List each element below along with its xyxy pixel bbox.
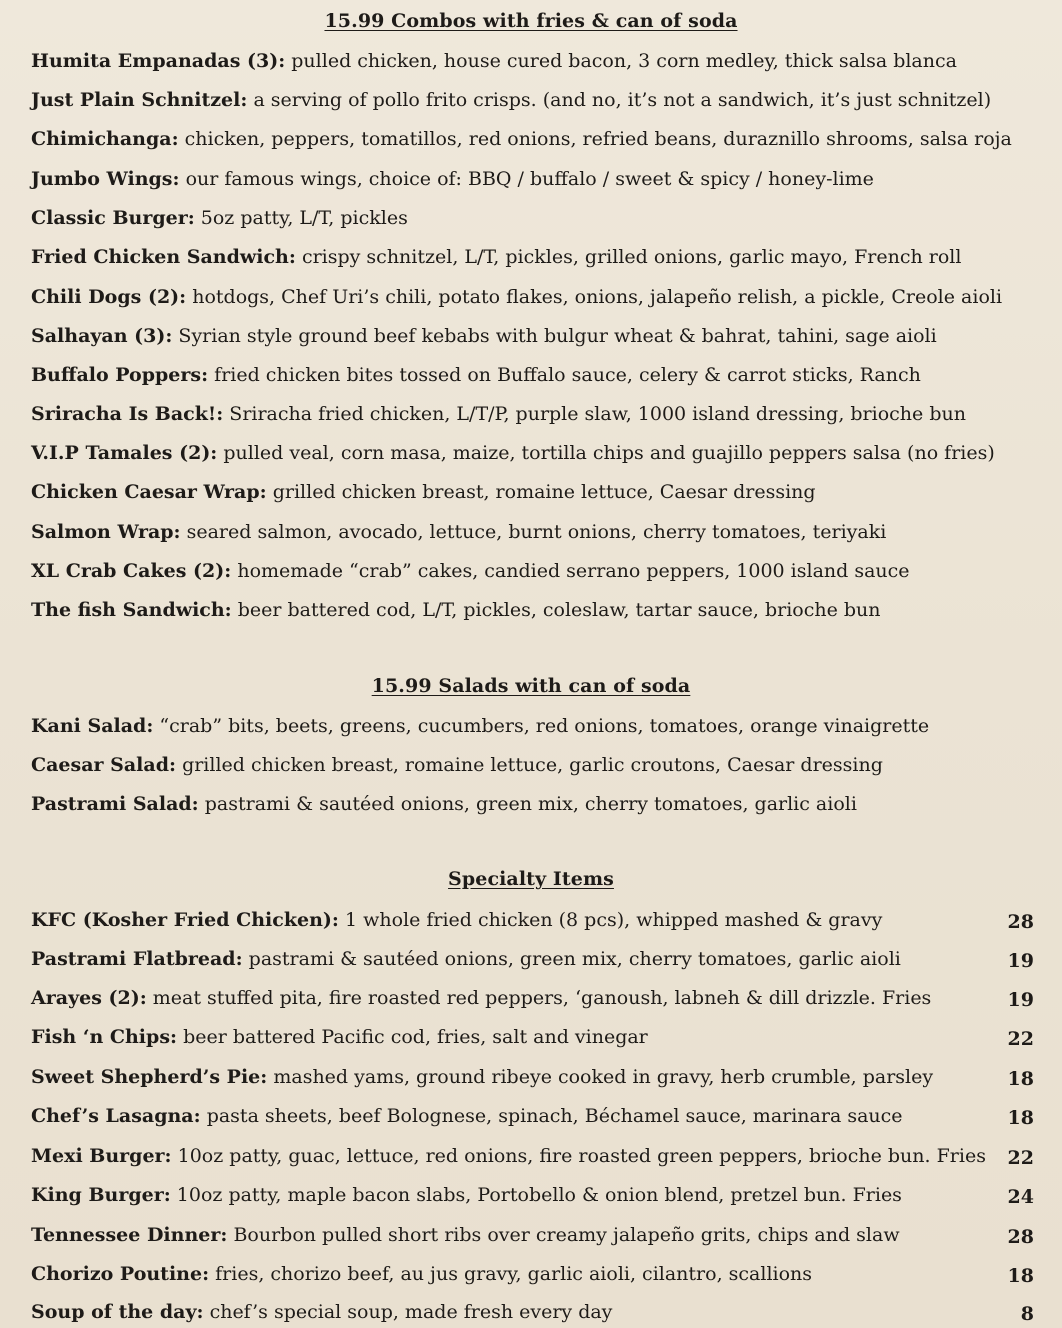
item-description: beer battered Pacific cod, fries, salt and vinegar — [183, 1026, 648, 1048]
item-name: KFC (Kosher Fried Chicken): — [31, 909, 339, 931]
item-description: Sriracha fried chicken, L/T/P, purple slaw, 1000 island dressing, brioche bun — [229, 403, 966, 425]
item-description: homemade “crab” cakes, candied serrano peppers, 1000 island sauce — [237, 560, 910, 582]
menu-item — [31, 362, 1051, 388]
item-description: pastrami & sautéed onions, green mix, cherry tomatoes, garlic aioli — [204, 793, 857, 815]
item-name: Fish ‘n Chips: — [31, 1026, 178, 1048]
item-name: Fried Chicken Sandwich: — [31, 246, 296, 268]
item-name: Jumbo Wings: — [31, 168, 180, 190]
item-name: Buffalo Poppers: — [31, 364, 209, 386]
item-name: Just Plain Schnitzel: — [31, 89, 248, 111]
item-price: 18 — [1007, 1265, 1034, 1287]
item-name: The fish Sandwich: — [31, 599, 232, 621]
item-description: “crab” bits, beets, greens, cucumbers, red onions, tomatoes, orange vinaigrette — [159, 715, 930, 737]
item-description: seared salmon, avocado, lettuce, burnt onions, cherry tomatoes, teriyaki — [186, 521, 887, 543]
item-name: Chimichanga: — [31, 128, 179, 150]
menu-item — [31, 791, 1051, 817]
item-description: pasta sheets, beef Bolognese, spinach, Béchamel sauce, marinara sauce — [206, 1105, 903, 1127]
salads-section-title: 15.99 Salads with can of soda — [371, 675, 691, 697]
item-name: Pastrami Flatbread: — [31, 948, 243, 970]
menu-item — [31, 479, 1051, 505]
menu-item — [31, 1182, 1051, 1208]
item-price: 24 — [1007, 1186, 1034, 1208]
item-name: Pastrami Salad: — [31, 793, 199, 815]
item-description: grilled chicken breast, romaine lettuce, Caesar dressing — [272, 481, 816, 503]
item-description: 10oz patty, guac, lettuce, red onions, fire roasted green peppers, brioche bun. Fries — [177, 1145, 986, 1167]
menu-item — [31, 284, 1051, 310]
item-name: Salmon Wrap: — [31, 521, 181, 543]
menu-item — [31, 87, 1051, 113]
item-description: Syrian style ground beef kebabs with bulgur wheat & bahrat, tahini, sage aioli — [178, 325, 937, 347]
menu-item — [31, 985, 1051, 1011]
item-description: crispy schnitzel, L/T, pickles, grilled onions, garlic mayo, French roll — [301, 246, 962, 268]
item-price: 22 — [1007, 1147, 1034, 1169]
menu-item — [31, 48, 1051, 74]
menu-item — [31, 205, 1051, 231]
item-description: grilled chicken breast, romaine lettuce, garlic croutons, Caesar dressing — [182, 754, 883, 776]
menu-item — [31, 323, 1051, 349]
item-description: 1 whole fried chicken (8 pcs), whipped mashed & gravy — [344, 909, 883, 931]
item-description: hotdogs, Chef Uri’s chili, potato flakes, onions, jalapeño relish, a pickle, Creole aioli — [192, 286, 1003, 308]
item-description: 5oz patty, L/T, pickles — [200, 207, 408, 229]
item-description: meat stuffed pita, fire roasted red peppers, ‘ganoush, labneh & dill drizzle. Fries — [152, 987, 932, 1009]
menu-item — [31, 558, 1051, 584]
item-name: Classic Burger: — [31, 207, 195, 229]
item-price: 28 — [1007, 911, 1034, 933]
menu-item — [31, 1299, 1051, 1325]
item-name: Salhayan (3): — [31, 325, 173, 347]
menu-item — [31, 1064, 1051, 1090]
item-name: Arayes (2): — [31, 987, 147, 1009]
menu-item — [31, 126, 1051, 152]
item-description: fried chicken bites tossed on Buffalo sauce, celery & carrot sticks, Ranch — [214, 364, 921, 386]
menu-item — [31, 946, 1051, 972]
item-name: Sweet Shepherd’s Pie: — [31, 1066, 268, 1088]
menu-item — [31, 713, 1051, 739]
item-name: Chorizo Poutine: — [31, 1263, 210, 1285]
menu-item — [31, 166, 1051, 192]
item-name: Chili Dogs (2): — [31, 286, 187, 308]
item-description: pulled veal, corn masa, maize, tortilla chips and guajillo peppers salsa (no fries) — [223, 442, 995, 464]
item-description: fries, chorizo beef, au jus gravy, garlic aioli, cilantro, scallions — [215, 1263, 813, 1285]
item-name: King Burger: — [31, 1184, 171, 1206]
item-price: 18 — [1007, 1107, 1034, 1129]
item-name: Sriracha Is Back!: — [31, 403, 224, 425]
item-name: Tennessee Dinner: — [31, 1224, 228, 1246]
item-name: V.I.P Tamales (2): — [31, 442, 218, 464]
item-price: 22 — [1007, 1028, 1034, 1050]
item-name: Soup of the day: — [31, 1301, 204, 1323]
item-name: Kani Salad: — [31, 715, 154, 737]
item-description: pulled chicken, house cured bacon, 3 corn medley, thick salsa blanca — [291, 50, 957, 72]
menu-item — [31, 440, 1051, 466]
item-description: beer battered cod, L/T, pickles, coleslaw, tartar sauce, brioche bun — [237, 599, 881, 621]
menu-item — [31, 1222, 1051, 1248]
item-description: mashed yams, ground ribeye cooked in gravy, herb crumble, parsley — [273, 1066, 934, 1088]
menu-item — [31, 1103, 1051, 1129]
menu-item — [31, 597, 1051, 623]
item-description: our famous wings, choice of: BBQ / buffalo / sweet & spicy / honey-lime — [185, 168, 874, 190]
item-price: 18 — [1007, 1068, 1034, 1090]
menu-item — [31, 519, 1051, 545]
menu-item — [31, 401, 1051, 427]
item-description: Bourbon pulled short ribs over creamy jalapeño grits, chips and slaw — [233, 1224, 900, 1246]
item-name: Chef’s Lasagna: — [31, 1105, 201, 1127]
item-description: 10oz patty, maple bacon slabs, Portobello & onion blend, pretzel bun. Fries — [176, 1184, 902, 1206]
item-price: 28 — [1007, 1226, 1034, 1248]
menu-item — [31, 752, 1051, 778]
item-description: chef’s special soup, made fresh every day — [209, 1301, 613, 1323]
item-description: a serving of pollo frito crisps. (and no, it’s not a sandwich, it’s just schnitzel) — [253, 89, 992, 111]
menu-item — [31, 907, 1051, 933]
menu-item — [31, 244, 1051, 270]
item-name: Mexi Burger: — [31, 1145, 172, 1167]
menu-item — [31, 1143, 1051, 1169]
menu-item — [31, 1024, 1051, 1050]
item-name: Humita Empanadas (3): — [31, 50, 286, 72]
item-price: 8 — [1020, 1303, 1034, 1325]
item-price: 19 — [1007, 950, 1034, 972]
item-name: Chicken Caesar Wrap: — [31, 481, 267, 503]
item-name: Caesar Salad: — [31, 754, 177, 776]
combos-section-title: 15.99 Combos with fries & can of soda — [324, 10, 738, 32]
item-description: pastrami & sautéed onions, green mix, cherry tomatoes, garlic aioli — [248, 948, 901, 970]
specialty-section-title: Specialty Items — [448, 868, 614, 890]
menu-item — [31, 1261, 1051, 1287]
item-description: chicken, peppers, tomatillos, red onions, refried beans, duraznillo shrooms, salsa roja — [184, 128, 1012, 150]
item-name: XL Crab Cakes (2): — [31, 560, 232, 582]
item-price: 19 — [1007, 989, 1034, 1011]
